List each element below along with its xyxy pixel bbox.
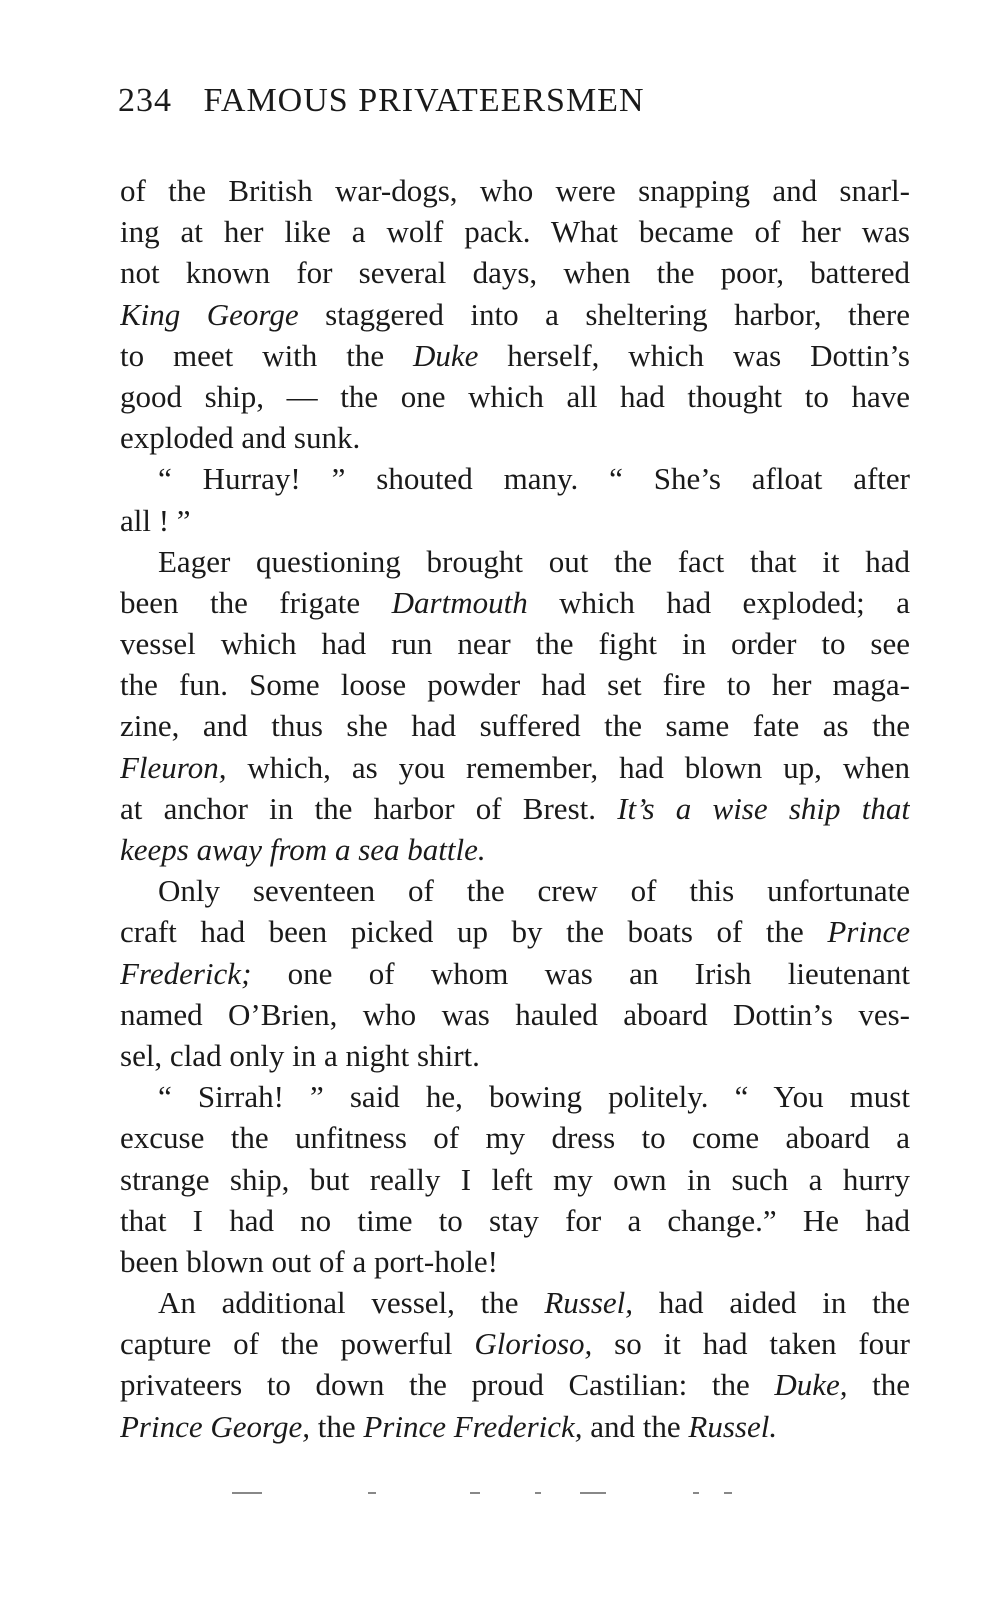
text-line: [120, 623, 910, 664]
text-segment: Only seventeen of the crew of this unfortunate: [158, 873, 910, 909]
text-line: [120, 211, 910, 252]
text-segment: “ Hurray! ” shouted many. “ She’s afloat after: [158, 461, 910, 497]
text-segment: not known for several days, when the poor, battered: [120, 255, 910, 291]
text-line: [120, 582, 910, 623]
text-line: [120, 953, 910, 994]
italic-segment: Russel.: [688, 1408, 778, 1444]
text-line: [120, 1406, 910, 1447]
text-line: [120, 170, 910, 211]
text-segment: been the frigate: [120, 584, 392, 620]
text-line: [120, 1364, 910, 1405]
text-segment: all ! ”: [120, 502, 191, 538]
text-line: [120, 376, 910, 417]
text-line: [120, 911, 910, 952]
italic-segment: Frederick;: [120, 955, 252, 991]
text-line: [120, 500, 910, 541]
text-segment: capture of the powerful: [120, 1326, 475, 1362]
text-segment: strange ship, but really I left my own in such a hurry: [120, 1161, 910, 1197]
text-segment: which had exploded; a: [527, 584, 910, 620]
text-segment: which, as you remember, had blown up, when: [226, 749, 910, 785]
italic-segment: Glorioso,: [474, 1326, 593, 1362]
text-segment: had aided in the: [633, 1285, 910, 1321]
text-line: [120, 541, 910, 582]
text-line: [120, 1076, 910, 1117]
text-segment: excuse the unfitness of my dress to come aboard a: [120, 1120, 910, 1156]
text-segment: sel, clad only in a night shirt.: [120, 1037, 480, 1073]
italic-segment: It’s a wise ship that: [617, 790, 910, 826]
italic-segment: Fleuron,: [120, 749, 227, 785]
text-segment: Eager questioning brought out the fact that it had: [158, 543, 910, 579]
scan-artifact: [580, 1492, 606, 1494]
text-line: [120, 747, 910, 788]
text-line: [120, 1117, 910, 1158]
text-segment: that I had no time to stay for a change.” He had: [120, 1202, 910, 1238]
italic-segment: keeps away from a sea battle.: [120, 832, 486, 867]
text-segment: zine, and thus she had suffered the same fate as the: [120, 708, 910, 744]
body-text: [120, 170, 910, 1447]
text-segment: vessel which had run near the fight in order to see: [120, 626, 910, 662]
italic-segment: Dartmouth: [391, 584, 528, 620]
italic-segment: Duke: [412, 337, 479, 373]
text-segment: so it had taken four: [592, 1326, 910, 1362]
text-line: [120, 1282, 910, 1323]
text-line: [120, 252, 910, 293]
text-segment: An additional vessel, the: [158, 1285, 545, 1321]
text-segment: exploded and sunk.: [120, 420, 361, 456]
scan-artifact: [368, 1492, 376, 1494]
text-segment: to meet with the: [120, 337, 413, 373]
text-segment: named O’Brien, who was hauled aboard Dottin’s ves-: [120, 996, 910, 1032]
text-segment: at anchor in the harbor of Brest.: [120, 790, 618, 826]
italic-segment: Duke,: [774, 1367, 848, 1403]
running-title: FAMOUS PRIVATEERSMEN: [203, 82, 645, 119]
text-line: [120, 294, 910, 335]
text-line: [120, 788, 910, 829]
text-line: [120, 1035, 910, 1076]
text-segment: craft had been picked up by the boats of the: [120, 914, 828, 950]
italic-segment: Prince: [827, 914, 910, 950]
italic-segment: King George: [120, 296, 299, 332]
text-segment: been blown out of a port-hole!: [120, 1243, 498, 1279]
text-line: [120, 1241, 910, 1282]
italic-segment: Russel,: [544, 1285, 634, 1321]
scan-artifact: [470, 1492, 480, 1494]
text-line: [120, 705, 910, 746]
text-segment: privateers to down the proud Castilian: the: [120, 1367, 775, 1403]
text-segment: of the British war-dogs, who were snapping and snarl-: [120, 173, 910, 208]
page-number: 234: [118, 82, 172, 119]
text-segment: herself, which was Dottin’s: [478, 337, 910, 373]
text-segment: staggered into a sheltering harbor, there: [298, 296, 910, 332]
text-segment: and the: [582, 1408, 689, 1444]
scan-artifact: [232, 1492, 262, 1494]
text-segment: the: [309, 1408, 364, 1444]
text-segment: the fun. Some loose powder had set fire to her maga-: [120, 667, 910, 703]
text-segment: the: [847, 1367, 910, 1403]
scan-artifact: [535, 1492, 541, 1494]
text-line: [120, 994, 910, 1035]
text-line: [120, 664, 910, 705]
text-segment: one of whom was an Irish lieutenant: [251, 955, 910, 991]
text-segment: good ship, — the one which all had thought to have: [120, 378, 910, 414]
text-line: [120, 458, 910, 499]
scan-artifact: [693, 1492, 699, 1494]
running-header: [118, 82, 645, 120]
text-line: [120, 1200, 910, 1241]
text-line: [120, 417, 910, 458]
text-segment: ing at her like a wolf pack. What became of her was: [120, 214, 910, 250]
text-line: [120, 1159, 910, 1200]
text-line: [120, 829, 910, 870]
text-line: [120, 1323, 910, 1364]
scan-artifact: [724, 1492, 732, 1494]
text-line: [120, 335, 910, 376]
italic-segment: Prince George,: [120, 1408, 310, 1444]
text-segment: “ Sirrah! ” said he, bowing politely. “ You must: [158, 1079, 910, 1115]
text-line: [120, 870, 910, 911]
italic-segment: Prince Frederick,: [363, 1408, 583, 1444]
